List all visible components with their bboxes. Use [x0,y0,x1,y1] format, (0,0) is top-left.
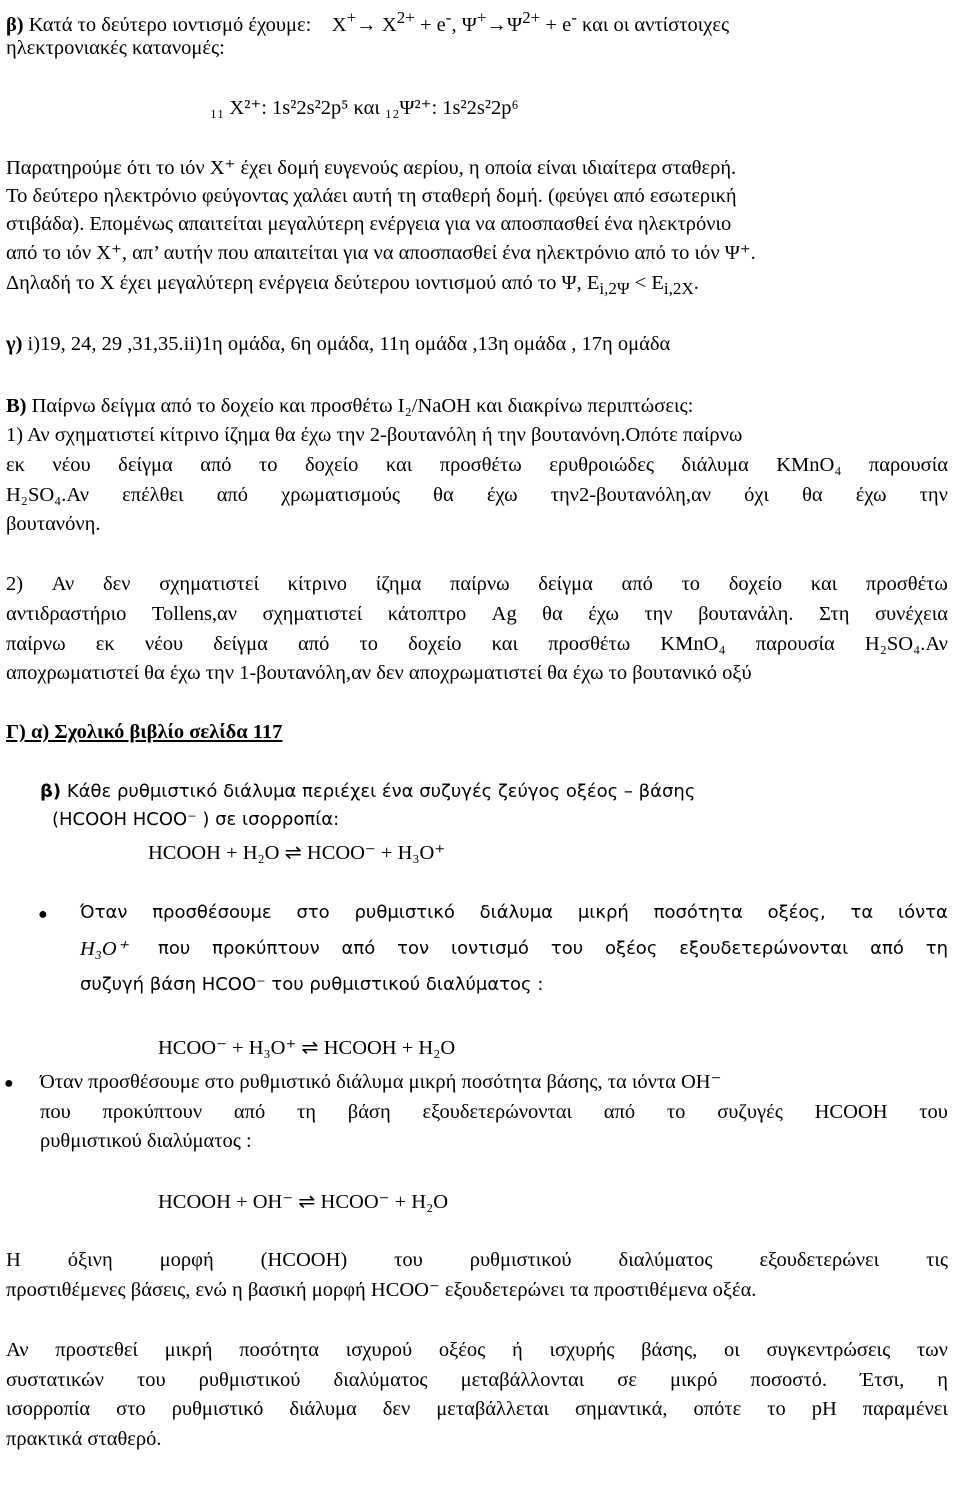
bullet-1-line-1 [80,901,948,925]
word: Έτσι, [860,1369,905,1391]
word: την2-βουτανόλη,αν [550,484,711,506]
word: Ag [491,603,517,625]
word: οξέος [605,938,658,959]
section-b-paragraph-line-5: Δηλαδή το Χ έχει μεγαλύτερη ενέργεια δεύτερου ιοντισμού από το Ψ, $E_{i,2\Psi} < E_{i,2X}$. [6,272,699,299]
section-b-paragraph-line-4: από το ιόν Χ⁺, απ’ αυτήν που απαιτείται για να αποσπασθεί ένα ηλεκτρόνιο από το ιόν Ψ⁺. [6,242,756,264]
word: στο [296,902,330,923]
word: ρυθμιστικού [198,1369,301,1391]
word: ίζημα [375,573,422,595]
word: ποσότητα [653,902,743,923]
word: προκύπτουν [212,938,320,959]
word: οπότε [693,1398,742,1420]
word: ισορροπία [6,1398,91,1420]
word: Στη [818,603,850,625]
word: εκ [95,633,115,655]
word: ερυθροιώδες [549,454,654,476]
word: από [200,454,232,476]
word: Αν [6,1339,29,1361]
buffer-paragraph-line-4: πρακτικά σταθερό. [6,1428,162,1450]
section-g-answer: i)19, 24, 29 ,31,35.ii)1η ομάδα, 6η ομάδα, 11η ομάδα ,13η ομάδα , 17η ομάδα [27,333,671,355]
word: παρουσία [755,633,835,655]
acid-form-line-2: προστιθέμενες βάσεις, ενώ η βασική μορφή HCOO⁻ εξουδετερώνει τα προστιθέμενα οξέα. [6,1279,757,1301]
word: μεταβάλλεται [436,1398,549,1420]
word: ρυθμιστικό [171,1398,264,1420]
word: ρυθμιστικό [354,902,455,923]
word: τη [925,938,948,959]
bullet-2-marker [4,1072,14,1096]
word: διαλύματος [333,1369,428,1391]
section-g-line [6,332,670,356]
word: από [216,484,249,506]
word: μικρή [577,902,629,923]
word: και [491,633,519,655]
word: συγκεντρώσεις [766,1339,891,1361]
word: από [603,1101,636,1123]
word: όξινη [67,1249,113,1271]
section-G-b-heading: β) [40,781,62,802]
equilibrium-equation-2: HCOO⁻ + H₃O⁺ ⇌ HCOOH + H₂O [158,1037,456,1059]
word: δείγμα [118,454,173,476]
section-g-heading: γ) [6,333,23,355]
word: το [666,1101,686,1123]
word: θα [433,484,454,506]
word: προστεθεί [55,1339,138,1361]
ionization-equation: $X^+\to X^{2+} + e^-$, $\Psi^+\to\Psi^{2+} + e^-$ [331,8,577,36]
word: και [810,573,838,595]
word: κίτρινο [287,573,348,595]
word: εξουδετερώνονται [679,938,849,959]
word: των [916,1339,948,1361]
section-b-heading: β) [6,13,24,36]
word: μικρό [670,1369,718,1391]
word: από [341,938,376,959]
word: KMnO₄ [660,633,726,655]
bullet-2-line-1: Όταν προσθέσουμε στο ρυθμιστικό διάλυμα μικρή ποσότητα βάσης, τα ιόντα OH⁻ [40,1071,722,1093]
acid-form-line-1 [6,1248,948,1272]
word: HCOOH [814,1101,888,1123]
word: τα [850,902,874,923]
section-G-b-line-1: β) Κάθε ρυθμιστικό διάλυμα περιέχει ένα συζυγές ζεύγος οξέος – βάσης [40,781,696,802]
word: ισχυρού [345,1339,413,1361]
word: συνέχεια [874,603,948,625]
word: διαλύματος [618,1249,713,1271]
word: το [259,454,278,476]
word: Αν [51,573,75,595]
word: ποσοστό. [750,1369,827,1391]
word: Όταν [80,902,128,923]
word: ή [512,1339,523,1361]
section-B-line-7 [6,602,948,626]
section-G-heading: Γ) α) Σχολικό βιβλίο σελίδα 117 [6,721,283,743]
section-B-line-2: 1) Αν σχηματιστεί κίτρινο ίζημα θα έχω την 2-βουτανόλη ή την βουτανόνη.Οπότε παίρνω [6,424,743,446]
section-b-line-1 [6,6,729,37]
word: την [644,603,673,625]
word: έχω [486,484,518,506]
word: εξουδετερώνει [759,1249,880,1271]
word: οι [723,1339,740,1361]
word: pH [811,1398,837,1420]
word: σημαντικά, [574,1398,668,1420]
section-B-line-3 [6,453,948,477]
word: ιόντα [898,902,948,923]
word: παίρνω [6,633,66,655]
word: δείγμα [538,573,593,595]
section-B-line-9: αποχρωματιστεί θα έχω την 1-βουτανόλη,αν δεν αποχρωματιστεί θα έχω το βουτανικό οξύ [6,662,752,684]
section-b-intro-tail: και οι αντίστοιχες [582,13,730,36]
word: θα [802,484,823,506]
section-b-paragraph-line-2: Το δεύτερο ηλεκτρόνιο φεύγοντας χαλάει αυτή τη σταθερή δομή. (φεύγει από εσωτερική [6,185,737,207]
word: μικρή [164,1339,213,1361]
bullet-2-line-2 [40,1100,948,1124]
word: τη [297,1101,316,1123]
word: από [233,1101,266,1123]
word: προκύπτουν [102,1101,203,1123]
word: H₂SO₄.Αν [864,633,948,655]
section-B-line-6 [6,572,948,596]
word: εξουδετερώνονται [422,1101,573,1123]
section-B-line-4 [6,483,948,507]
word: έχω [588,603,619,625]
bullet-1-line-3: συζυγή βάση HCOO⁻ του ρυθμιστικού διαλύματος : [80,974,544,995]
word: KMnO₄ [776,454,842,476]
section-B-line-8 [6,632,948,656]
section-b-intro: Κατά το δεύτερο ιοντισμό έχουμε: [28,13,312,36]
buffer-paragraph-line-3 [6,1397,948,1421]
word: συστατικών [6,1369,104,1391]
section-b-paragraph-line-3: στιβάδα). Επομένως απαιτείται μεγαλύτερη ενέργεια για να αποσπασθεί ένα ηλεκτρόνιο [6,213,732,235]
word: οξέος, [767,902,826,923]
word: προσθέτω [548,633,631,655]
word: του [550,938,584,959]
word: ιοντισμό [450,938,529,959]
section-b-line-2: ηλεκτρονιακές κατανομές: [6,37,225,59]
word: δοχείο [728,573,783,595]
word: μεταβάλλονται [460,1369,585,1391]
word: εκ [6,454,25,476]
word: ισχυρής [549,1339,615,1361]
hydronium-ion-label: H₃O⁺ [80,938,128,960]
word: τις [926,1249,948,1271]
word: επέλθει [122,484,184,506]
word: βουτανάλη. [698,603,794,625]
word: μορφή [159,1249,214,1271]
bullet-1-marker [38,903,48,927]
word: από [870,938,904,959]
word: συζυγές [717,1101,783,1123]
word: σχηματιστεί [262,603,363,625]
word: (HCOOH) [260,1249,348,1271]
word: οξέος [438,1339,486,1361]
word: σχηματιστεί [159,573,259,595]
word: ρυθμιστικού [469,1249,572,1271]
word: του [394,1249,423,1271]
word: δοχείο [408,633,462,655]
word: νέου [52,454,91,476]
word: Tollens,αν [151,603,238,625]
word: προσθέτω [865,573,948,595]
word: που [40,1101,71,1123]
word: προσθέτω [439,454,522,476]
word: θα [542,603,563,625]
word: χρωματισμούς [281,484,401,506]
word: ποσότητα [239,1339,320,1361]
section-B-line-5: βουτανόνη. [6,513,101,535]
word: και [385,454,413,476]
word: η [937,1369,948,1391]
word: αντιδραστήριο [6,603,127,625]
word: την [919,484,948,506]
buffer-paragraph-line-2 [6,1368,948,1392]
electron-configurations: ₁₁ X²⁺: 1s²2s²2p⁵ και ₁₂Ψ²⁺: 1s²2s²2p⁶ [210,97,519,119]
word: που [158,938,191,959]
word: διάλυμα [681,454,749,476]
word: δείγμα [213,633,268,655]
word: διάλυμα [289,1398,357,1420]
word: τον [397,938,430,959]
equilibrium-equation-3: HCOOH + OH⁻ ⇌ HCOO⁻ + H₂O [158,1191,449,1213]
word: προσθέσουμε [152,902,272,923]
word: του [136,1369,166,1391]
word: Η [6,1249,21,1271]
bullet-1-line-2-text [158,937,948,961]
word: σε [617,1369,637,1391]
word: παραμένει [862,1398,948,1420]
word: το [681,573,701,595]
word: δεν [102,573,131,595]
word: παρουσία [868,454,948,476]
word: διάλυμα [479,902,554,923]
word: κάτοπτρο [387,603,467,625]
word: H₂SO₄.Αν [6,484,89,506]
word: 2) [6,573,24,595]
word: νέου [144,633,184,655]
equilibrium-equation-1: HCOOH + H₂O ⇌ HCOO⁻ + H₃O⁺ [148,842,446,864]
word: παίρνω [450,573,510,595]
bullet-1-line-2 [80,937,948,961]
word: δεν [382,1398,411,1420]
section-G-b-line-2: (HCOOH HCOO⁻ ) σε ισορροπία: [52,809,340,830]
section-B-line-1: Β) Παίρνω δείγμα από το δοχείο και προσθέτω I₂/NaOH και διακρίνω περιπτώσεις: [6,395,694,417]
word: έχω [855,484,887,506]
word: βάσης, [641,1339,698,1361]
section-b-paragraph-line-1: Παρατηρούμε ότι το ιόν Χ⁺ έχει δομή ευγενούς αερίου, η οποία είναι ιδιαίτερα σταθερή. [6,157,737,179]
word: δοχείο [305,454,359,476]
word: του [919,1101,948,1123]
buffer-paragraph-line-1 [6,1338,948,1362]
section-B-heading: Β) [6,395,27,417]
word: όχι [744,484,769,506]
word: από [297,633,330,655]
word: βάση [347,1101,391,1123]
word: στο [116,1398,146,1420]
word: από [621,573,653,595]
word: το [359,633,378,655]
bullet-2-line-3: ρυθμιστικού διαλύματος : [40,1130,252,1152]
word: το [767,1398,786,1420]
